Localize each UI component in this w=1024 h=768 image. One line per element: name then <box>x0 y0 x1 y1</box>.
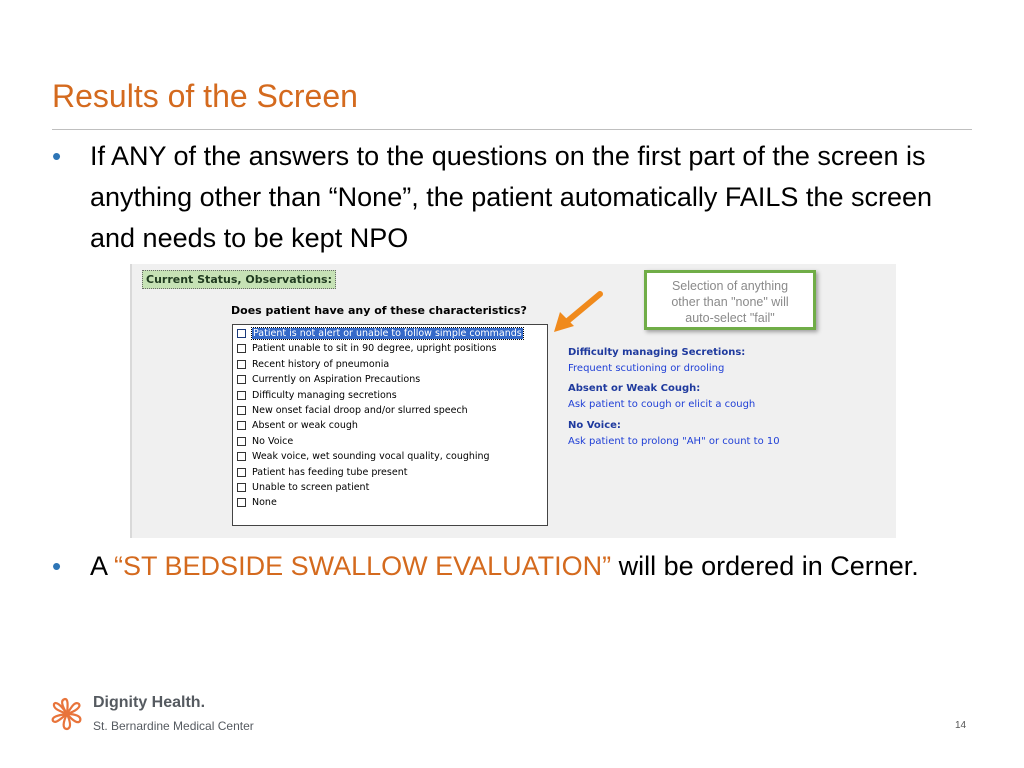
bullet-dot-icon: • <box>52 141 62 171</box>
help-heading-voice: No Voice: <box>568 420 621 431</box>
bullet-2-text: A “ST BEDSIDE SWALLOW EVALUATION” will be ordered in Cerner. <box>90 551 919 581</box>
option-secretions[interactable]: Difficulty managing secretions <box>237 388 397 403</box>
option-no-voice[interactable]: No Voice <box>237 434 293 449</box>
order-name: “ST BEDSIDE SWALLOW EVALUATION” <box>114 551 612 581</box>
help-text-cough: Ask patient to cough or elicit a cough <box>568 399 756 410</box>
checkbox[interactable] <box>237 437 246 446</box>
option-weak-voice[interactable]: Weak voice, wet sounding vocal quality, coughing <box>237 449 490 464</box>
bullet-1-text: If ANY of the answers to the questions on the first part of the screen is anything other than “None”, the patient automatically FAILS the screen and needs to be kept NPO <box>90 141 932 253</box>
help-heading-secretions: Difficulty managing Secretions: <box>568 347 746 358</box>
dignity-health-logo-icon <box>50 696 84 732</box>
option-pneumonia[interactable]: Recent history of pneumonia <box>237 357 389 372</box>
checkbox[interactable] <box>237 483 246 492</box>
option-weak-cough[interactable]: Absent or weak cough <box>237 418 358 433</box>
bullet-point-1 <box>52 136 982 259</box>
option-facial-droop[interactable]: New onset facial droop and/or slurred speech <box>237 403 468 418</box>
checkbox[interactable] <box>237 360 246 369</box>
checkbox[interactable] <box>237 391 246 400</box>
screenshot-panel <box>130 264 896 538</box>
checkbox[interactable] <box>237 452 246 461</box>
brand-subtitle: St. Bernardine Medical Center <box>93 719 254 733</box>
bullet-point-2 <box>52 546 982 587</box>
checkbox[interactable] <box>237 468 246 477</box>
help-heading-cough: Absent or Weak Cough: <box>568 383 701 394</box>
characteristics-listbox[interactable] <box>232 324 548 526</box>
help-text-secretions: Frequent scutioning or drooling <box>568 363 725 374</box>
checkbox[interactable] <box>237 498 246 507</box>
title-divider <box>52 129 972 130</box>
bullet-dot-icon: • <box>52 551 62 581</box>
orange-arrow-icon <box>550 290 610 334</box>
help-text-voice: Ask patient to prolong "AH" or count to 10 <box>568 436 780 447</box>
checkbox[interactable] <box>237 406 246 415</box>
checkbox[interactable] <box>237 421 246 430</box>
option-not-alert[interactable]: Patient is not alert or unable to follow simple commands <box>237 326 523 341</box>
option-aspiration-precautions[interactable]: Currently on Aspiration Precautions <box>237 372 420 387</box>
page-number: 14 <box>955 720 967 731</box>
option-unable-to-screen[interactable]: Unable to screen patient <box>237 480 369 495</box>
section-label: Current Status, Observations: <box>142 270 336 289</box>
callout-box: Selection of anything other than "none" will auto-select "fail" <box>644 270 816 330</box>
checkbox[interactable] <box>237 375 246 384</box>
checkbox[interactable] <box>237 344 246 353</box>
option-unable-to-sit[interactable]: Patient unable to sit in 90 degree, upright positions <box>237 341 496 356</box>
option-feeding-tube[interactable]: Patient has feeding tube present <box>237 465 407 480</box>
slide-title: Results of the Screen <box>52 78 358 114</box>
question-label: Does patient have any of these characteristics? <box>231 304 527 317</box>
option-none[interactable]: None <box>237 495 277 510</box>
brand-name: Dignity Health. <box>93 694 206 711</box>
checkbox[interactable] <box>237 329 246 338</box>
